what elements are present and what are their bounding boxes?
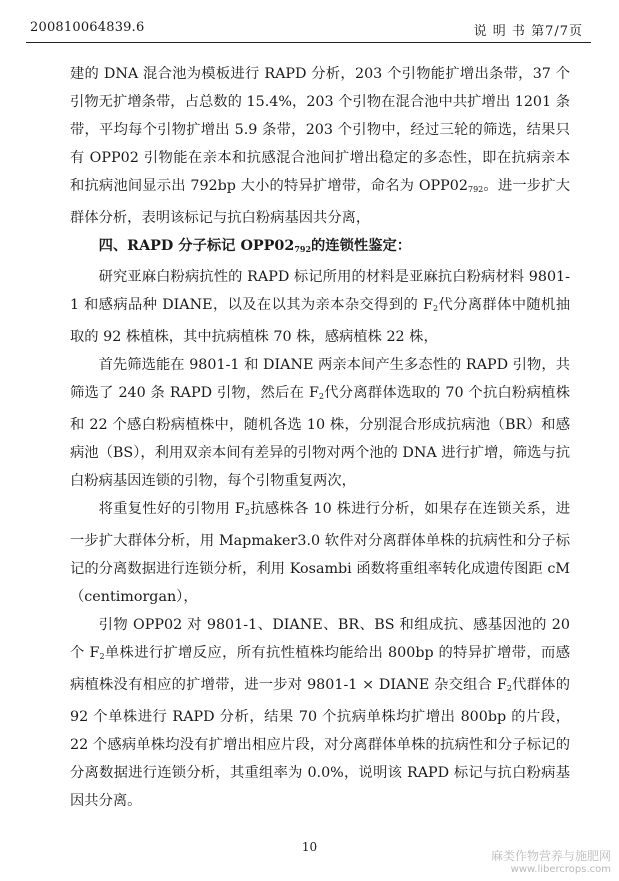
subscript: 792 bbox=[294, 244, 312, 254]
subscript: 2 bbox=[318, 392, 324, 401]
paragraph-2 bbox=[70, 263, 570, 351]
paragraph-1-end: 。进一步扩大群体分析，表明该标记与抗白粉病基因共分离， bbox=[70, 178, 571, 226]
paragraph-3-text: 首先筛选能在 9801-1 和 DIANE 两亲本间产生多态性的 RAPD 引物，共筛选了 240 条 RAPD 引物，然后在 F bbox=[70, 357, 570, 401]
watermark-url: www.libercrops.com bbox=[510, 864, 611, 875]
paragraph-3-end: 代分离群体选取的 70 个抗白粉病植株和 22 个感白粉病植株中，随机各选 10 株，分别混合形成抗病池（BR）和感病池（BS），利用双亲本间有差异的引物对两个池的 DNA 进行扩增，筛选与抗白粉病基因连锁的引物，每个引物重复两次， bbox=[70, 385, 571, 489]
subscript: 2 bbox=[244, 508, 250, 517]
paragraph-1 bbox=[70, 60, 570, 232]
site-watermark bbox=[491, 849, 611, 877]
header-rule bbox=[26, 42, 591, 43]
paragraph-5 bbox=[70, 611, 570, 815]
subscript: 2 bbox=[99, 652, 105, 661]
watermark-title: 麻类作物营养与施肥网 bbox=[490, 849, 611, 863]
document-body bbox=[70, 60, 570, 815]
paragraph-4-text: 将重复性好的引物用 F bbox=[98, 501, 245, 517]
section-heading bbox=[70, 232, 570, 263]
subscript: 792 bbox=[467, 185, 484, 194]
patent-number: 200810064839.6 bbox=[30, 20, 145, 35]
subscript: 2 bbox=[506, 684, 512, 693]
subscript: 2 bbox=[432, 304, 439, 313]
section-label: 说 明 书 第7/7页 bbox=[473, 24, 583, 39]
section-heading-end: 的连锁性鉴定： bbox=[311, 238, 412, 254]
paragraph-2-end: 代分离群体中随机抽取的 92 株植株，其中抗病植株 70 株，感病植株 22 株， bbox=[70, 297, 571, 345]
paragraph-4 bbox=[70, 495, 570, 611]
paragraph-5-end: 代群体的 92 个单株进行 RAPD 分析，结果 70 个抗病单株均扩增出 800bp 的片段，22 个感病单株均没有扩增出相应片段，对分离群体单株的抗病性和分子标记的分离数据进行连锁分析，其重组率为 0.0%，说明该 RAPD 标记与抗白粉病基因共分离。 bbox=[70, 677, 571, 809]
paragraph-1-text: 建的 DNA 混合池为模板进行 RAPD 分析，203 个引物能扩增出条带，37 个引物无扩增条带，占总数的 15.4%，203 个引物在混合池中共扩增出 1201 条带，平均每个引物扩增出 5.9 条带，203 个引物中，经过三轮的筛选，结果只有 OPP02 引物能在亲本和抗感混合池间扩增出稳定的多态性，即在抗病亲本和抗病池间显示出 792bp 大小的特异扩增带，命名为 OPP02 bbox=[70, 66, 570, 194]
paragraph-2-text: 研究亚麻白粉病抗性的 RAPD 标记所用的材料是亚麻抗白粉病材料 9801-1 和感病品种 DIANE，以及在以其为亲本杂交得到的 F bbox=[70, 269, 570, 313]
section-heading-text: 四、RAPD 分子标记 OPP02 bbox=[98, 238, 295, 254]
paragraph-5-text: 引物 OPP02 对 9801-1、DIANE、BR、BS 和组成抗、感基因池的 20 个 F bbox=[70, 617, 570, 661]
paragraph-4-end: 抗感株各 10 株进行分析，如果存在连锁关系，进一步扩大群体分析，用 Mapmaker3.0 软件对分离群体单株的抗病性和分子标记的分离数据进行连锁分析，利用 Kosambi 函数将重组率转化成遗传图距 cM（centimorgan）， bbox=[70, 501, 570, 605]
page-header bbox=[0, 0, 619, 50]
paragraph-5-middle: 单株进行扩增反应，所有抗性植株均能给出 800bp 的特异扩增带，而感病植株没有相应的扩增带，进一步对 9801-1 × DIANE 杂交组合 F bbox=[70, 645, 570, 693]
page-number: 10 bbox=[301, 840, 318, 854]
paragraph-3 bbox=[70, 351, 570, 495]
